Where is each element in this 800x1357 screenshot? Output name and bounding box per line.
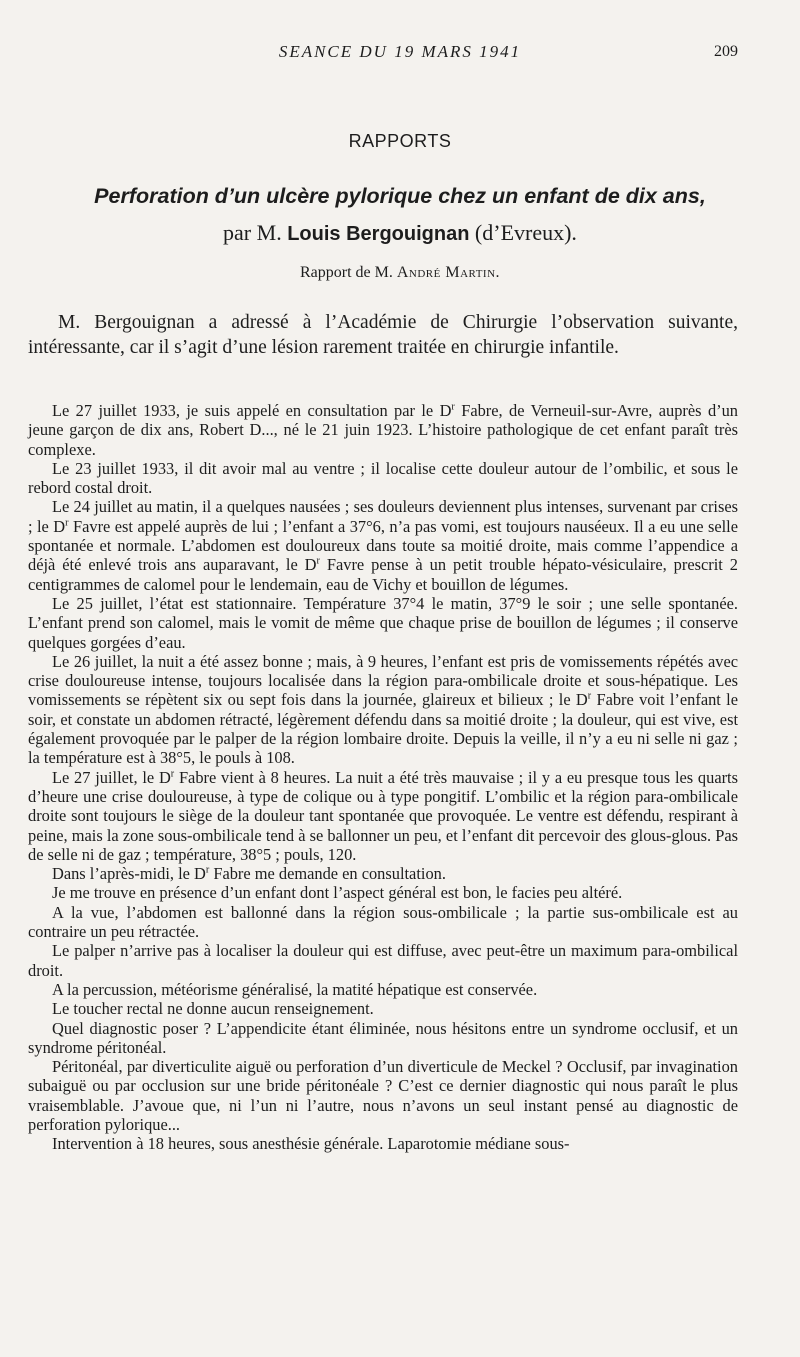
body-paragraph: Intervention à 18 heures, sous anesthésie générale. Laparotomie médiane sous-	[52, 1134, 570, 1154]
superscript: r	[316, 555, 320, 567]
body-paragraph: Le 23 juillet 1933, il dit avoir mal au ventre ; il localise cette douleur autour de l’ombilic, et sous le rebord costal droit.	[28, 458, 738, 498]
article-title: Perforation d’un ulcère pylorique chez un enfant de dix ans,	[94, 184, 706, 208]
body-paragraph: Dans l’après-midi, le $D^r$ Fabre me demande en consultation.	[52, 864, 446, 884]
body-paragraph: Le palper n’arrive pas à localiser la douleur qui est diffuse, avec peut-être un maximum para-ombilical droit.	[28, 941, 738, 980]
running-head	[0, 42, 800, 64]
body-paragraph: Le 24 juillet au matin, il a quelques nausées ; ses douleurs deviennent plus intenses, survenant par crises ; le $D^r$ Favre est appelé auprès de lui ; l’enfant a 37°6, n’a pas vomi, est toujours nauséeux. Il a eu une selle spontanée et normale. L’abdomen est douloureux dans toute sa moitié droite, mais comme l’appendice a déjà été enlevé trois ans auparavant, le $D^r$ Favre pense à un petit trouble hépato-vésiculaire, prescrit 2 centigrammes de calomel pour le lendemain, eau de Vichy et bouillon de légumes.	[28, 497, 738, 594]
body-paragraph: Le 26 juillet, la nuit a été assez bonne ; mais, à 9 heures, l’enfant est pris de vomissements répétés avec crise douloureuse intense, toujours localisée dans la région para-ombilicale droite et sous-hépatique. Les vomissements se répètent six ou sept fois dans la journée, glaireux et bilieux ; le $D^r$ Fabre voit l’enfant le soir, et constate un abdomen rétracté, légèrement défendu dans sa moitié droite ; la douleur, qui est vive, est également provoquée par le palper de la région lombaire droite. Depuis la veille, il n’y a eu ni selle ni gaz ; la température est à 38°5, le pouls à 108.	[28, 651, 738, 768]
superscript: r	[587, 690, 592, 702]
body-paragraph: Le toucher rectal ne donne aucun renseignement.	[52, 999, 374, 1019]
running-title: SEANCE DU 19 MARS 1941	[278, 42, 522, 61]
byline-prefix: par M.	[223, 220, 288, 245]
page-number: 209	[714, 43, 738, 60]
rapporteur-name: André Martin.	[396, 264, 501, 281]
body-paragraph: Le 27 juillet 1933, je suis appelé en consultation par le $D^r$ Fabre, de Verneuil-sur-Avre, auprès d’un jeune garçon de dix ans, Robert D..., né le 21 juin 1923. L’histoire pathologique de cet enfant paraît très complexe.	[28, 401, 738, 459]
body-paragraph: Péritonéal, par diverticulite aiguë ou perforation d’un diverticule de Meckel ? Occlusif, par invagination subaiguë ou par occlusion sur une bride péritonéale ? C’est ce dernier diagnostic qui nous paraît le plus vraisemblable. J’avoue que, ni l’un ni l’autre, nous n’avons un seul instant pensé au diagnostic de perforation pylorique...	[28, 1057, 738, 1134]
rapporteur-line	[0, 264, 800, 282]
superscript: r	[205, 864, 210, 876]
body-paragraph: A la percussion, météorisme généralisé, la matité hépatique est conservée.	[52, 979, 538, 999]
section-title: RAPPORTS	[348, 131, 452, 151]
superscript: r	[170, 768, 175, 780]
author-name: Louis Bergouignan	[287, 223, 470, 245]
body-paragraph: Quel diagnostic poser ? L’appendicite étant éliminée, nous hésitons entre un syndrome occlusif, et un syndrome péritonéal.	[28, 1018, 738, 1057]
byline	[0, 220, 800, 246]
body-text	[28, 401, 738, 1154]
body-paragraph: Le 27 juillet, le $D^r$ Fabre vient à 8 heures. La nuit a été très mauvaise ; il y a eu presque tous les quarts d’heure une crise douloureuse, à type de colique ou à type pongitif. L’ombilic et la région para-ombilicale droite sont toujours le siège de la douleur tant spontanée que provoquée. Le ventre est défendu, respirant à peine, mais la zone sous-ombilicale tend à se ballonner un peu, et l’enfant dit percevoir des glous-glous. Pas de selle ni de gaz ; température, 38°5 ; pouls, 120.	[28, 767, 738, 864]
intro-paragraph: M. Bergouignan a adressé à l’Académie de Chirurgie l’observation suivante, intéressante, car il s’agit d’une lésion rarement traitée en chirurgie infantile.	[28, 312, 738, 358]
superscript: r	[451, 401, 455, 413]
body-paragraph: A la vue, l’abdomen est ballonné dans la région sous-ombilicale ; la partie sus-ombilicale est au contraire un peu rétractée.	[28, 902, 738, 942]
body-paragraph: Le 25 juillet, l’état est stationnaire. Température 37°4 le matin, 37°9 le soir ; une selle spontanée. L’enfant prend son calomel, mais le vomit de même que chaque prise de bouillon de légumes ; il conserve quelques gorgées d’eau.	[28, 593, 738, 652]
intro-paragraph-block	[28, 311, 738, 360]
rapporteur-prefix: Rapport de M.	[299, 264, 397, 281]
body-paragraph: Je me trouve en présence d’un enfant dont l’aspect général est bon, le facies peu altéré.	[52, 883, 623, 903]
superscript: r	[65, 517, 69, 529]
byline-suffix: (d’Evreux).	[469, 220, 577, 245]
